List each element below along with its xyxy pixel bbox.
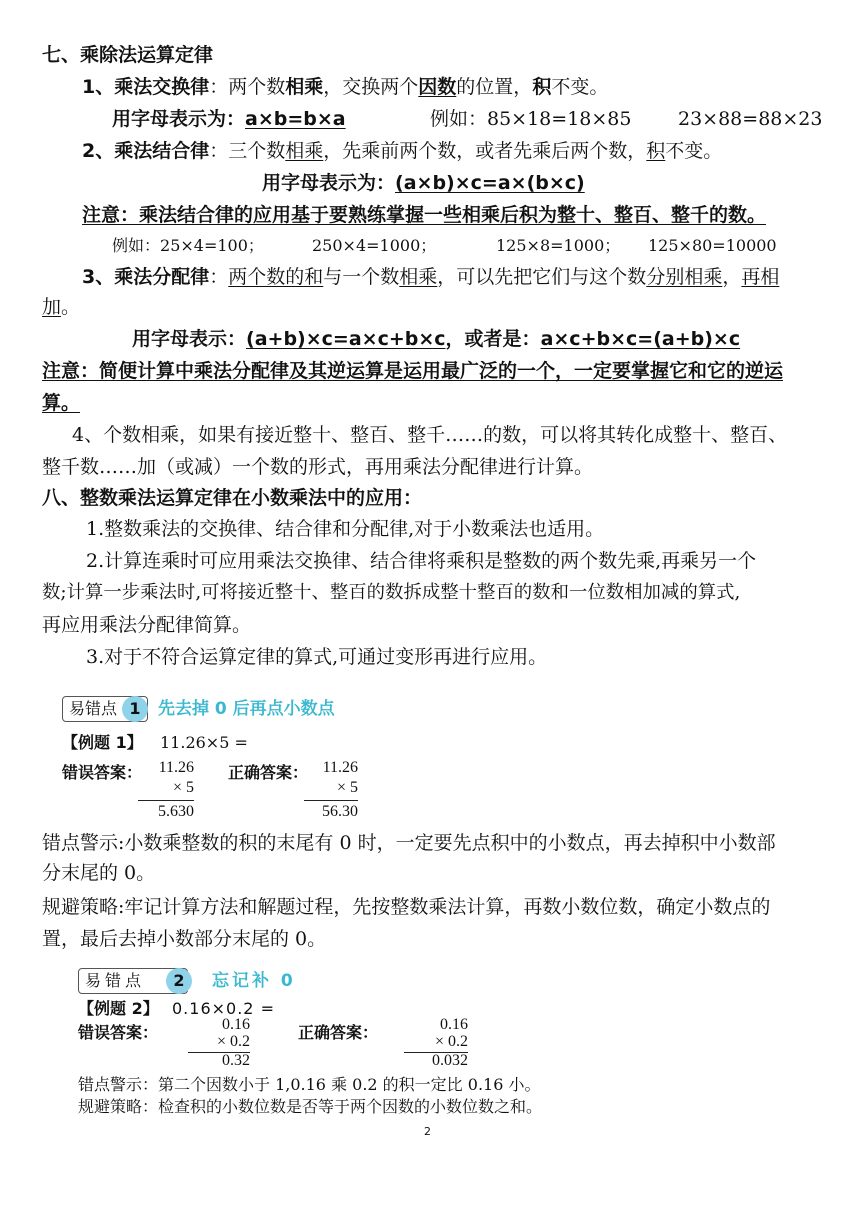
section-7-heading: 七、乘除法运算定律 xyxy=(42,44,214,66)
multiplicand: 11.26 xyxy=(322,759,358,776)
commutative-formula-line xyxy=(112,106,346,132)
wrong-answer-calc xyxy=(188,1016,250,1050)
right-answer-calc xyxy=(404,1016,468,1050)
error-point-2-title: 忘记补 0 xyxy=(212,971,296,991)
formula-label: 用字母表示为： xyxy=(112,108,246,130)
distributive-inverse-formula: a×c+b×c=(a+b)×c xyxy=(540,328,741,350)
text: 。 xyxy=(61,296,81,318)
distributive-note: 注意：简便计算中乘法分配律及其逆运算是运用最广泛的一个，一定要掌握它和它的逆运 xyxy=(42,360,784,382)
section-8-point-2c: 再应用乘法分配律简算。 xyxy=(42,614,252,636)
associative-law-label: 2、乘法结合律 xyxy=(82,140,210,162)
text: ，或者是： xyxy=(445,328,541,350)
text: 不变。 xyxy=(551,76,609,98)
badge-label: 易错点 xyxy=(85,971,146,990)
underline-text: 积 xyxy=(646,140,666,162)
rule-4-line-1: 4、个数相乘，如果有接近整十、整百、整千……的数，可以将其转化成整十、整百、 xyxy=(72,424,788,446)
error-1-strategy-b: 置，最后去掉小数部分末尾的 0。 xyxy=(42,928,327,950)
example-2-label: 【例题 2】 xyxy=(78,999,159,1018)
underline-text: 再相 xyxy=(741,266,780,288)
wrong-answer-result: 0.32 xyxy=(222,1052,250,1069)
text: 与一个数 xyxy=(323,266,400,288)
emph: 积 xyxy=(532,76,552,98)
text: 例如： xyxy=(112,236,161,255)
associative-example-2: 250×4=1000； xyxy=(312,236,437,255)
associative-law-line xyxy=(82,138,722,164)
underline-text: 相乘 xyxy=(399,266,438,288)
multiplier: × 0.2 xyxy=(434,1033,468,1050)
associative-example-3: 125×8=1000； xyxy=(496,236,621,255)
section-8-point-2b: 数;计算一步乘法时,可将接近整十、整百的数拆成整十整百的数和一位数相加减的算式, xyxy=(42,582,741,603)
commutative-formula: a×b=b×a xyxy=(245,108,346,130)
associative-examples xyxy=(112,233,264,259)
associative-note: 注意：乘法结合律的应用基于要熟练掌握一些相乘后积为整十、整百、整千的数。 xyxy=(82,204,767,226)
right-answer-label: 正确答案： xyxy=(228,763,309,782)
text: 不变。 xyxy=(665,140,723,162)
multiplier: × 5 xyxy=(172,779,194,796)
multiplicand: 0.16 xyxy=(222,1016,250,1033)
wrong-answer-label: 错误答案： xyxy=(78,1023,159,1042)
right-answer-calc xyxy=(304,758,358,798)
section-8-point-3: 3.对于不符合运算定律的算式,可通过变形再进行应用。 xyxy=(86,646,548,668)
error-2-warning: 错点警示：第二个因数小于 1,0.16 乘 0.2 的积一定比 0.16 小。 xyxy=(78,1075,541,1094)
associative-formula-line xyxy=(262,170,585,196)
formula-label: 用字母表示为： xyxy=(262,172,396,194)
error-point-1-number: 1 xyxy=(122,696,148,722)
error-2-strategy: 规避策略：检查积的小数位数是否等于两个因数的小数位数之和。 xyxy=(78,1097,543,1116)
text: ，可以先把它们与这个数 xyxy=(437,266,647,288)
page-number: 2 xyxy=(424,1125,431,1138)
associative-example-4: 125×80=10000 xyxy=(648,236,777,255)
distributive-law-line xyxy=(82,264,779,290)
section-8-heading: 八、整数乘法运算定律在小数乘法中的应用： xyxy=(42,487,423,509)
distributive-law-label: 3、乘法分配律 xyxy=(82,266,210,288)
error-point-2-number: 2 xyxy=(166,968,192,994)
distributive-formula-line xyxy=(132,326,740,352)
associative-formula: (a×b)×c=a×(b×c) xyxy=(395,172,585,194)
example-1-expression: 11.26×5 = xyxy=(160,733,248,752)
calc-rule xyxy=(304,800,358,801)
right-answer-result: 56.30 xyxy=(322,803,358,820)
distributive-note-end: 算。 xyxy=(42,392,81,414)
error-1-warning-a: 错点警示:小数乘整数的积的末尾有 0 时，一定要先点积中的小数点，再去掉积中小数部 xyxy=(42,832,776,854)
underline-text: 加 xyxy=(42,296,62,318)
commutative-example-2: 23×88=88×23 xyxy=(678,108,823,130)
multiplicand: 0.16 xyxy=(440,1016,468,1033)
commutative-example-1: 例如：85×18=18×85 xyxy=(430,108,632,130)
multiplicand: 11.26 xyxy=(158,759,194,776)
example-2-expression: 0.16×0.2 = xyxy=(172,999,275,1018)
section-8-point-2a: 2.计算连乘时可应用乘法交换律、结合律将乘积是整数的两个数先乘,再乘另一个 xyxy=(86,550,757,572)
wrong-answer-result: 5.630 xyxy=(158,803,194,820)
right-answer-result: 0.032 xyxy=(432,1052,468,1069)
text: ：三个数 xyxy=(209,140,286,162)
right-answer-label: 正确答案： xyxy=(298,1023,379,1042)
formula-label: 用字母表示： xyxy=(132,328,247,350)
text: ， xyxy=(722,266,742,288)
underline-text: 两个数的和 xyxy=(228,266,324,288)
emph: 相乘 xyxy=(285,76,324,98)
rule-4-line-2: 整千数……加（或减）一个数的形式，再用乘法分配律进行计算。 xyxy=(42,456,594,478)
text: ： xyxy=(209,266,229,288)
example: 25×4=100； xyxy=(160,236,264,255)
distributive-law-line-end xyxy=(42,294,80,320)
multiplier: × 0.2 xyxy=(216,1033,250,1050)
text: ：两个数 xyxy=(209,76,286,98)
text: ，先乘前两个数，或者先乘后两个数， xyxy=(323,140,647,162)
example-1-label: 【例题 1】 xyxy=(62,733,143,752)
multiplier: × 5 xyxy=(336,779,358,796)
error-1-warning-b: 分末尾的 0。 xyxy=(42,862,156,884)
calc-rule xyxy=(138,800,194,801)
distributive-formula: (a+b)×c=a×c+b×c xyxy=(246,328,446,350)
emph-underline: 因数 xyxy=(418,76,457,98)
commutative-law-label: 1、乘法交换律 xyxy=(82,76,210,98)
section-8-point-1: 1.整数乘法的交换律、结合律和分配律,对于小数乘法也适用。 xyxy=(86,518,605,540)
text: ，交换两个 xyxy=(323,76,419,98)
underline-text: 相乘 xyxy=(285,140,324,162)
commutative-law-line xyxy=(82,74,608,100)
error-1-strategy-a: 规避策略:牢记计算方法和解题过程，先按整数乘法计算，再数小数位数，确定小数点的 xyxy=(42,896,771,918)
error-point-1-title: 先去掉 0 后再点小数点 xyxy=(158,699,335,719)
wrong-answer-label: 错误答案： xyxy=(62,763,143,782)
wrong-answer-calc xyxy=(138,758,194,798)
underline-text: 分别相乘 xyxy=(646,266,723,288)
text: 的位置， xyxy=(456,76,533,98)
badge-label: 易错点 xyxy=(69,699,118,718)
